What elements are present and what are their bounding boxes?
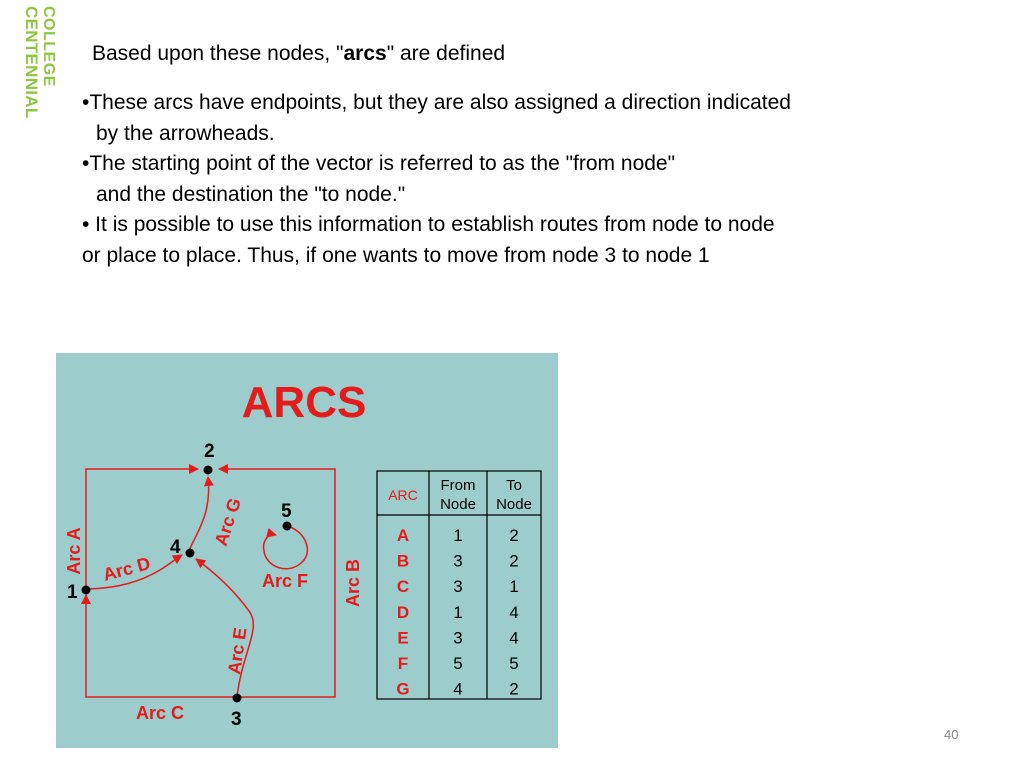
arc-table-cell-from: 3 <box>453 628 463 648</box>
body-line-2: by the arrowheads. <box>96 121 275 145</box>
arcs-diagram <box>56 353 558 748</box>
logo-word-centennial: CENTENNIAL <box>22 6 41 119</box>
diagram-title: ARCS <box>241 378 367 427</box>
arc-table-header-from-1: From <box>440 477 476 494</box>
body-line-4: and the destination the "to node." <box>96 182 406 206</box>
node-5-label: 5 <box>281 501 292 522</box>
node-4-label: 4 <box>170 537 181 558</box>
arc-table-header-to-2: Node <box>496 496 532 513</box>
arc-table-cell-arc: E <box>397 628 409 648</box>
arc-table-header-to-1: To <box>506 477 522 494</box>
arc-table-cell-to: 2 <box>509 526 519 545</box>
heading-suffix: " are defined <box>386 42 506 65</box>
arc-table-cell-from: 1 <box>453 526 463 545</box>
body-line-3: •The starting point of the vector is referred to as the "from node" <box>82 152 676 175</box>
node-1-label: 1 <box>67 582 78 603</box>
slide-heading <box>92 40 505 68</box>
arc-table-cell-from: 3 <box>453 551 463 571</box>
arc-table-cell-to: 5 <box>509 654 519 673</box>
arc-table-header-from-2: Node <box>440 496 476 513</box>
arc-table-cell-from: 1 <box>453 602 463 622</box>
arc-table-cell-arc: C <box>396 577 410 597</box>
arc-table-cell-to: 2 <box>509 551 519 571</box>
college-logo <box>6 4 57 164</box>
arc-e-label: Arc E <box>224 626 251 676</box>
arc-table-cell-to: 1 <box>509 577 519 597</box>
slide-body <box>82 88 982 271</box>
node-3-dot <box>233 694 242 703</box>
heading-prefix: Based upon these nodes, " <box>92 42 344 65</box>
arc-table-cell-from: 4 <box>453 679 463 699</box>
logo-word-college: COLLEGE <box>40 6 57 87</box>
arc-table-header-arc: ARC <box>388 487 418 503</box>
arc-table-cell-arc: B <box>396 551 410 571</box>
arc-c-label: Arc C <box>136 703 185 723</box>
body-line-6: or place to place. Thus, if one wants to move from node 3 to node 1 <box>82 243 710 267</box>
node-3-label: 3 <box>231 709 242 730</box>
body-line-5: • It is possible to use this information to establish routes from node to node <box>82 213 775 236</box>
arc-table-cell-from: 5 <box>453 654 463 673</box>
arc-d-label: Arc D <box>100 553 153 585</box>
arc-table-cell-to: 2 <box>509 679 519 699</box>
slide-number: 40 <box>944 727 959 742</box>
arc-b-label: Arc B <box>343 558 363 608</box>
arc-g-label: Arc G <box>210 495 245 549</box>
arc-f-label: Arc F <box>262 571 309 591</box>
node-2-label: 2 <box>204 441 215 462</box>
arc-table-cell-arc: D <box>396 602 410 622</box>
node-5-dot <box>283 522 292 531</box>
arc-table-cell-arc: G <box>396 679 410 699</box>
arc-a-label: Arc A <box>64 527 84 575</box>
arc-table-cell-to: 4 <box>509 602 519 622</box>
arc-table-cell-from: 3 <box>453 577 463 597</box>
heading-bold-term: arcs <box>343 42 387 65</box>
node-2-dot <box>204 466 213 475</box>
body-line-1: •These arcs have endpoints, but they are also assigned a direction indicated <box>82 91 791 114</box>
node-4-dot <box>186 549 195 558</box>
arc-table-cell-to: 4 <box>509 628 519 648</box>
arc-table-cell-arc: F <box>397 654 409 673</box>
node-1-dot <box>82 586 91 595</box>
arc-table-cell-arc: A <box>396 526 410 545</box>
